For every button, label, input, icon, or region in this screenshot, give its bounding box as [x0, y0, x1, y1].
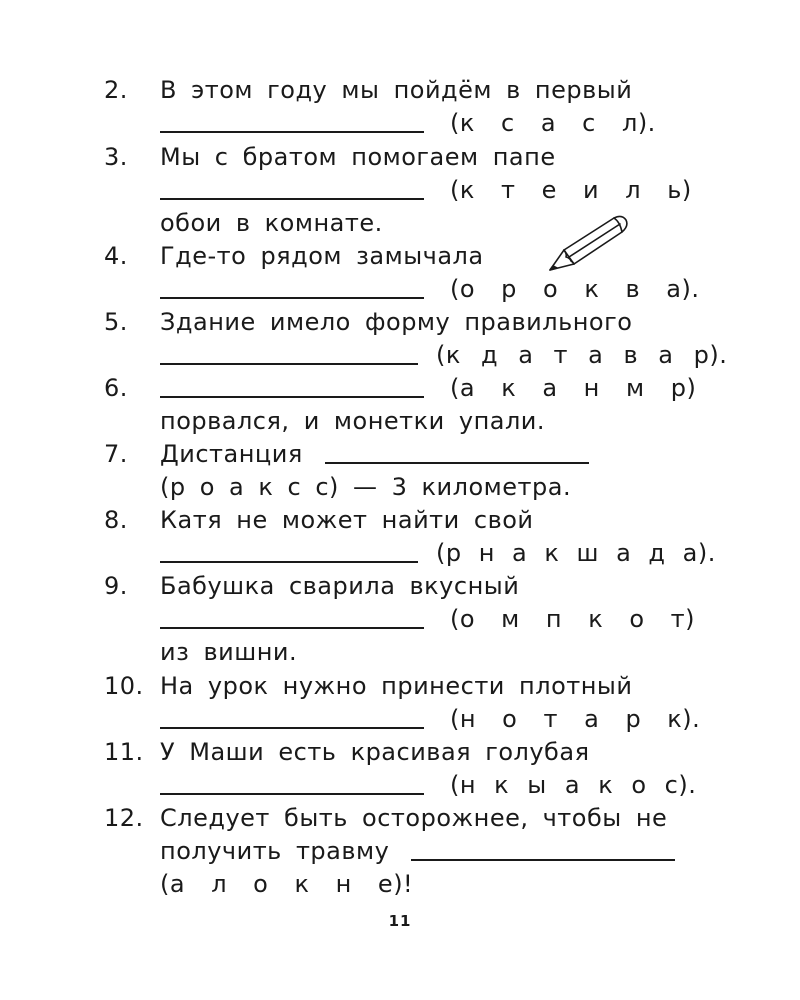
exercise-number: 8.: [104, 506, 128, 534]
pencil-icon: [544, 210, 632, 274]
answer-blank[interactable]: [160, 727, 424, 729]
answer-blank[interactable]: [325, 462, 589, 464]
answer-blank[interactable]: [160, 363, 418, 365]
scrambled-letters: (к с а с л).: [450, 109, 656, 137]
exercise-number: 9.: [104, 572, 128, 600]
scrambled-letters: (н о т а р к).: [450, 705, 701, 733]
exercise-text: Катя не может найти свой: [160, 506, 534, 534]
exercise-text: У Маши есть красивая голубая: [160, 738, 590, 766]
answer-blank[interactable]: [160, 297, 424, 299]
page-number: 11: [388, 912, 412, 930]
answer-blank[interactable]: [160, 561, 418, 563]
exercise-number: 4.: [104, 242, 128, 270]
answer-blank[interactable]: [411, 859, 675, 861]
scrambled-letters: (о м п к о т): [450, 605, 696, 633]
answer-blank[interactable]: [160, 198, 424, 200]
exercise-text: Мы с братом помогаем папе: [160, 143, 556, 171]
exercise-text: Здание имело форму правильного: [160, 308, 633, 336]
scrambled-letters: (о р о к в а).: [450, 275, 700, 303]
answer-blank[interactable]: [160, 131, 424, 133]
scrambled-letters: (а к а н м р): [450, 374, 697, 402]
exercise-text: порвался, и монетки упали.: [160, 407, 546, 435]
scrambled-letters: (к т е и л ь): [450, 176, 692, 204]
exercise-text: получить травму: [160, 837, 390, 865]
scrambled-letters: (н к ы а к о с).: [450, 771, 697, 799]
exercise-number: 5.: [104, 308, 128, 336]
answer-blank[interactable]: [160, 627, 424, 629]
exercise-number: 11.: [104, 738, 144, 766]
scrambled-letters: (к д а т а в а р).: [436, 341, 728, 369]
exercise-text: На урок нужно принести плотный: [160, 672, 633, 700]
exercise-number: 10.: [104, 672, 144, 700]
exercise-number: 12.: [104, 804, 144, 832]
exercise-text: Дистанция: [160, 440, 303, 468]
exercise-number: 6.: [104, 374, 128, 402]
exercise-number: 2.: [104, 76, 128, 104]
answer-blank[interactable]: [160, 793, 424, 795]
exercise-text: Где-то рядом замычала: [160, 242, 484, 270]
answer-blank[interactable]: [160, 396, 424, 398]
exercise-text: Следует быть осторожнее, чтобы не: [160, 804, 668, 832]
exercise-number: 3.: [104, 143, 128, 171]
exercise-text: Бабушка сварила вкусный: [160, 572, 520, 600]
exercise-text: В этом году мы пойдём в первый: [160, 76, 633, 104]
exercise-number: 7.: [104, 440, 128, 468]
exercise-text: из вишни.: [160, 638, 298, 666]
scrambled-letters: (р н а к ш а д а).: [436, 539, 716, 567]
exercise-text: (р о а к с с) — 3 километра.: [160, 473, 572, 501]
exercise-text: (а л о к н е)!: [160, 870, 414, 898]
exercise-text: обои в комнате.: [160, 209, 383, 237]
